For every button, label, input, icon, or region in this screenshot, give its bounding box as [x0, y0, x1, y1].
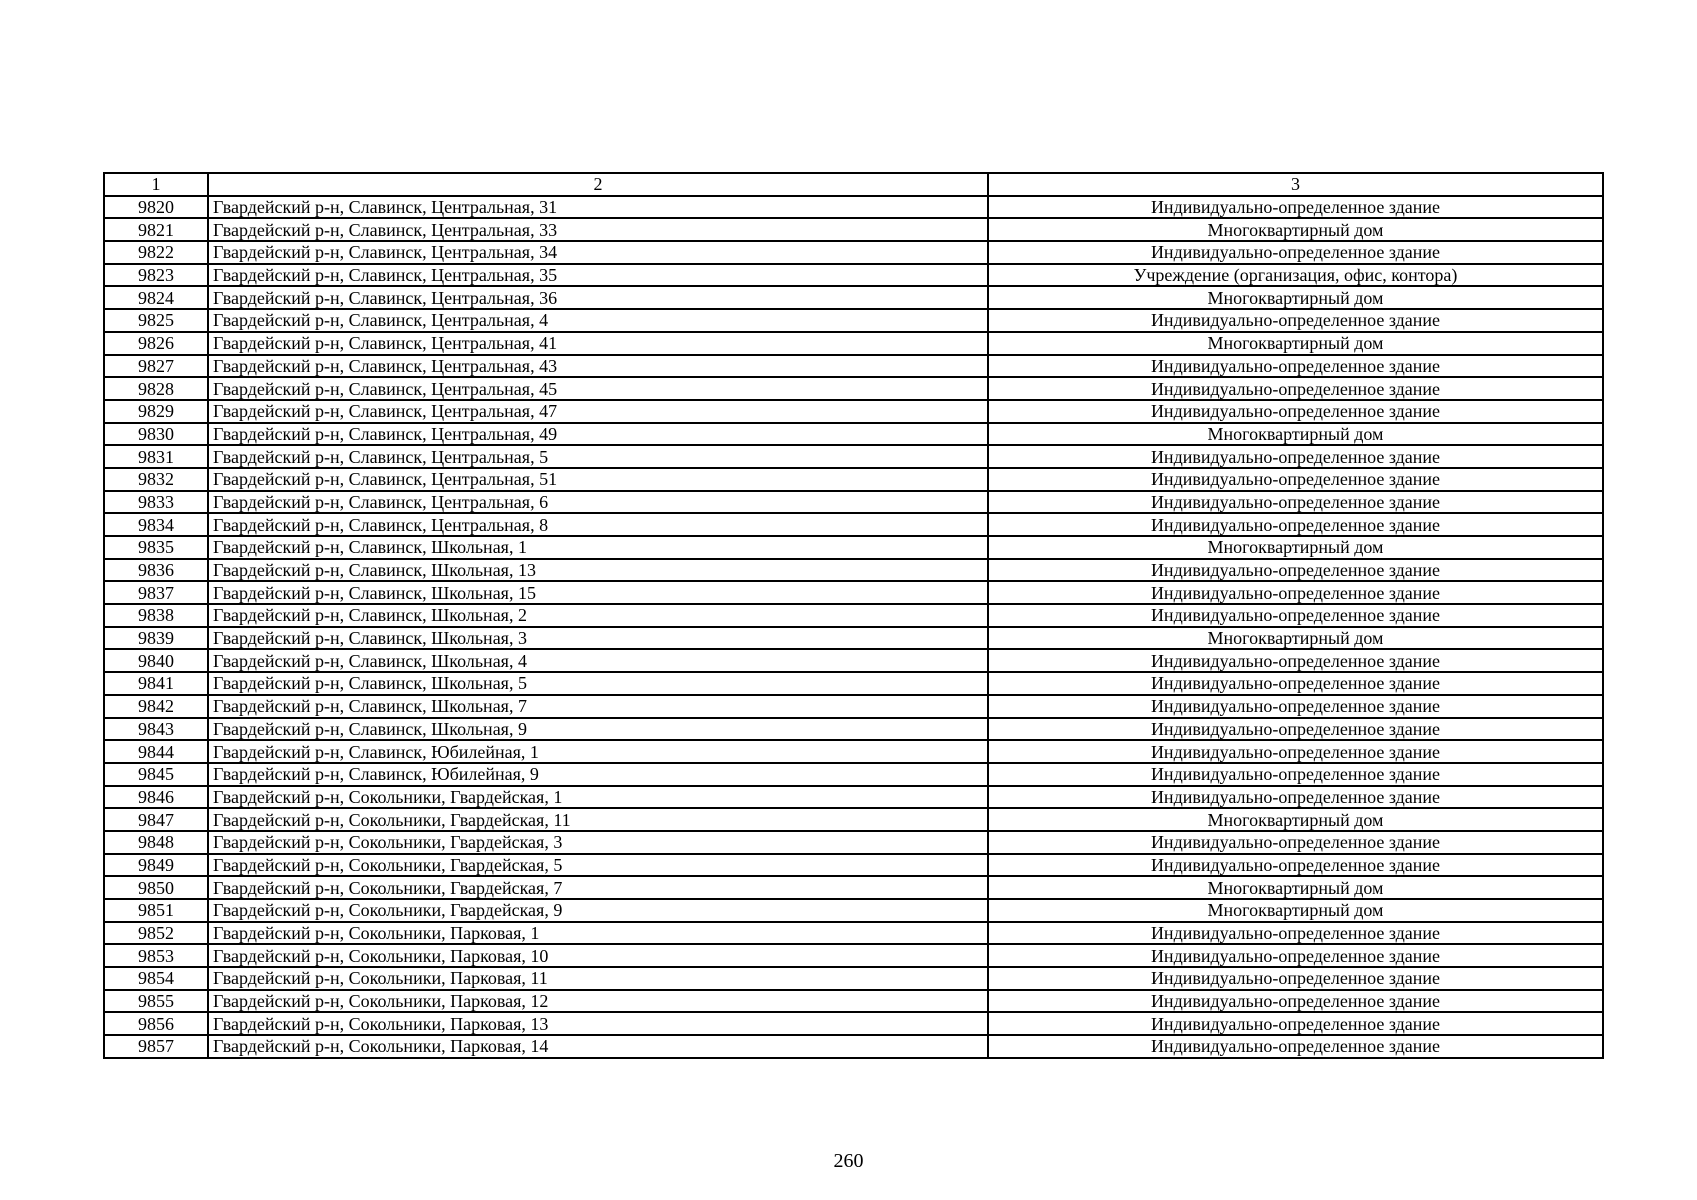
- row-address: Гвардейский р-н, Славинск, Школьная, 4: [208, 649, 988, 672]
- row-number: 9857: [104, 1035, 208, 1058]
- row-number: 9835: [104, 536, 208, 559]
- table-row: [104, 672, 1603, 695]
- row-number: 9823: [104, 264, 208, 287]
- row-number: 9839: [104, 627, 208, 650]
- table-row: [104, 445, 1603, 468]
- row-building-type: Индивидуально-определенное здание: [988, 559, 1603, 582]
- row-number: 9855: [104, 990, 208, 1013]
- row-number: 9840: [104, 649, 208, 672]
- table-row: [104, 604, 1603, 627]
- row-building-type: Индивидуально-определенное здание: [988, 740, 1603, 763]
- row-address: Гвардейский р-н, Славинск, Школьная, 2: [208, 604, 988, 627]
- row-number: 9831: [104, 445, 208, 468]
- row-address: Гвардейский р-н, Сокольники, Парковая, 10: [208, 944, 988, 967]
- table-row: [104, 332, 1603, 355]
- row-address: Гвардейский р-н, Сокольники, Гвардейская, 7: [208, 876, 988, 899]
- row-number: 9851: [104, 899, 208, 922]
- table-row: [104, 400, 1603, 423]
- row-address: Гвардейский р-н, Славинск, Школьная, 13: [208, 559, 988, 582]
- table-row: [104, 196, 1603, 219]
- row-address: Гвардейский р-н, Славинск, Школьная, 7: [208, 695, 988, 718]
- row-building-type: Многоквартирный дом: [988, 808, 1603, 831]
- row-address: Гвардейский р-н, Славинск, Центральная, 34: [208, 241, 988, 264]
- row-number: 9853: [104, 944, 208, 967]
- table-row: [104, 922, 1603, 945]
- table-row: [104, 491, 1603, 514]
- table-row: [104, 854, 1603, 877]
- row-building-type: Индивидуально-определенное здание: [988, 196, 1603, 219]
- row-address: Гвардейский р-н, Славинск, Центральная, 35: [208, 264, 988, 287]
- row-number: 9821: [104, 218, 208, 241]
- row-building-type: Индивидуально-определенное здание: [988, 763, 1603, 786]
- row-building-type: Индивидуально-определенное здание: [988, 695, 1603, 718]
- row-building-type: Индивидуально-определенное здание: [988, 944, 1603, 967]
- row-building-type: Индивидуально-определенное здание: [988, 672, 1603, 695]
- table-header-row: [104, 173, 1603, 196]
- row-building-type: Многоквартирный дом: [988, 627, 1603, 650]
- row-number: 9848: [104, 831, 208, 854]
- row-address: Гвардейский р-н, Славинск, Центральная, 36: [208, 286, 988, 309]
- row-building-type: Многоквартирный дом: [988, 286, 1603, 309]
- row-building-type: Многоквартирный дом: [988, 899, 1603, 922]
- column-header-number: 1: [104, 173, 208, 196]
- row-building-type: Индивидуально-определенное здание: [988, 967, 1603, 990]
- row-building-type: Индивидуально-определенное здание: [988, 1012, 1603, 1035]
- table-row: [104, 423, 1603, 446]
- table-row: [104, 513, 1603, 536]
- row-number: 9832: [104, 468, 208, 491]
- table-row: [104, 808, 1603, 831]
- row-building-type: Индивидуально-определенное здание: [988, 581, 1603, 604]
- row-address: Гвардейский р-н, Славинск, Центральная, 31: [208, 196, 988, 219]
- table-row: [104, 536, 1603, 559]
- row-building-type: Многоквартирный дом: [988, 876, 1603, 899]
- row-address: Гвардейский р-н, Сокольники, Парковая, 11: [208, 967, 988, 990]
- table-body: [104, 196, 1603, 1058]
- table-row: [104, 967, 1603, 990]
- row-address: Гвардейский р-н, Славинск, Центральная, 51: [208, 468, 988, 491]
- row-number: 9834: [104, 513, 208, 536]
- row-address: Гвардейский р-н, Славинск, Школьная, 5: [208, 672, 988, 695]
- row-building-type: Многоквартирный дом: [988, 218, 1603, 241]
- row-number: 9826: [104, 332, 208, 355]
- register-table: [103, 172, 1604, 1059]
- row-address: Гвардейский р-н, Славинск, Центральная, 8: [208, 513, 988, 536]
- row-number: 9828: [104, 377, 208, 400]
- table-row: [104, 241, 1603, 264]
- row-number: 9820: [104, 196, 208, 219]
- row-address: Гвардейский р-н, Славинск, Школьная, 1: [208, 536, 988, 559]
- row-number: 9845: [104, 763, 208, 786]
- row-number: 9827: [104, 355, 208, 378]
- row-building-type: Индивидуально-определенное здание: [988, 309, 1603, 332]
- row-number: 9846: [104, 786, 208, 809]
- row-building-type: Индивидуально-определенное здание: [988, 786, 1603, 809]
- row-address: Гвардейский р-н, Славинск, Школьная, 3: [208, 627, 988, 650]
- row-number: 9830: [104, 423, 208, 446]
- table-row: [104, 559, 1603, 582]
- row-address: Гвардейский р-н, Славинск, Центральная, 6: [208, 491, 988, 514]
- table-row: [104, 899, 1603, 922]
- row-address: Гвардейский р-н, Сокольники, Парковая, 12: [208, 990, 988, 1013]
- row-address: Гвардейский р-н, Сокольники, Гвардейская, 5: [208, 854, 988, 877]
- row-address: Гвардейский р-н, Сокольники, Парковая, 14: [208, 1035, 988, 1058]
- row-building-type: Многоквартирный дом: [988, 332, 1603, 355]
- row-number: 9852: [104, 922, 208, 945]
- column-header-address: 2: [208, 173, 988, 196]
- row-address: Гвардейский р-н, Сокольники, Гвардейская, 3: [208, 831, 988, 854]
- row-address: Гвардейский р-н, Славинск, Центральная, 43: [208, 355, 988, 378]
- table-row: [104, 786, 1603, 809]
- row-address: Гвардейский р-н, Славинск, Центральная, 5: [208, 445, 988, 468]
- row-number: 9833: [104, 491, 208, 514]
- table-row: [104, 831, 1603, 854]
- row-number: 9824: [104, 286, 208, 309]
- table-row: [104, 627, 1603, 650]
- row-number: 9841: [104, 672, 208, 695]
- row-building-type: Многоквартирный дом: [988, 423, 1603, 446]
- row-address: Гвардейский р-н, Славинск, Юбилейная, 9: [208, 763, 988, 786]
- table-row: [104, 377, 1603, 400]
- table-row: [104, 695, 1603, 718]
- row-number: 9844: [104, 740, 208, 763]
- row-address: Гвардейский р-н, Славинск, Школьная, 9: [208, 718, 988, 741]
- row-address: Гвардейский р-н, Славинск, Центральная, 41: [208, 332, 988, 355]
- row-number: 9836: [104, 559, 208, 582]
- row-building-type: Индивидуально-определенное здание: [988, 400, 1603, 423]
- column-header-type: 3: [988, 173, 1603, 196]
- row-address: Гвардейский р-н, Сокольники, Гвардейская, 1: [208, 786, 988, 809]
- row-number: 9837: [104, 581, 208, 604]
- row-building-type: Индивидуально-определенное здание: [988, 831, 1603, 854]
- row-building-type: Индивидуально-определенное здание: [988, 1035, 1603, 1058]
- table-row: [104, 309, 1603, 332]
- row-address: Гвардейский р-н, Сокольники, Гвардейская, 11: [208, 808, 988, 831]
- row-address: Гвардейский р-н, Сокольники, Парковая, 13: [208, 1012, 988, 1035]
- row-building-type: Индивидуально-определенное здание: [988, 649, 1603, 672]
- row-address: Гвардейский р-н, Славинск, Школьная, 15: [208, 581, 988, 604]
- row-building-type: Индивидуально-определенное здание: [988, 922, 1603, 945]
- row-building-type: Индивидуально-определенное здание: [988, 355, 1603, 378]
- row-building-type: Индивидуально-определенное здание: [988, 990, 1603, 1013]
- row-address: Гвардейский р-н, Славинск, Центральная, 4: [208, 309, 988, 332]
- row-number: 9856: [104, 1012, 208, 1035]
- row-building-type: Многоквартирный дом: [988, 536, 1603, 559]
- table-row: [104, 763, 1603, 786]
- table-row: [104, 990, 1603, 1013]
- table-row: [104, 944, 1603, 967]
- table-row: [104, 581, 1603, 604]
- row-building-type: Индивидуально-определенное здание: [988, 241, 1603, 264]
- row-number: 9854: [104, 967, 208, 990]
- table-row: [104, 740, 1603, 763]
- row-building-type: Индивидуально-определенное здание: [988, 468, 1603, 491]
- row-address: Гвардейский р-н, Славинск, Юбилейная, 1: [208, 740, 988, 763]
- table-row: [104, 355, 1603, 378]
- row-number: 9825: [104, 309, 208, 332]
- row-building-type: Индивидуально-определенное здание: [988, 854, 1603, 877]
- row-address: Гвардейский р-н, Славинск, Центральная, 45: [208, 377, 988, 400]
- row-building-type: Индивидуально-определенное здание: [988, 445, 1603, 468]
- row-building-type: Индивидуально-определенное здание: [988, 377, 1603, 400]
- row-number: 9822: [104, 241, 208, 264]
- row-number: 9847: [104, 808, 208, 831]
- table-row: [104, 718, 1603, 741]
- row-number: 9829: [104, 400, 208, 423]
- row-address: Гвардейский р-н, Славинск, Центральная, 33: [208, 218, 988, 241]
- row-number: 9838: [104, 604, 208, 627]
- row-number: 9842: [104, 695, 208, 718]
- row-building-type: Учреждение (организация, офис, контора): [988, 264, 1603, 287]
- row-building-type: Индивидуально-определенное здание: [988, 604, 1603, 627]
- row-building-type: Индивидуально-определенное здание: [988, 513, 1603, 536]
- table-row: [104, 1012, 1603, 1035]
- page-number: 260: [833, 1150, 864, 1172]
- table-row: [104, 286, 1603, 309]
- row-number: 9843: [104, 718, 208, 741]
- table-row: [104, 468, 1603, 491]
- table-row: [104, 876, 1603, 899]
- row-address: Гвардейский р-н, Славинск, Центральная, 47: [208, 400, 988, 423]
- table-row: [104, 649, 1603, 672]
- row-building-type: Индивидуально-определенное здание: [988, 491, 1603, 514]
- table-row: [104, 264, 1603, 287]
- row-building-type: Индивидуально-определенное здание: [988, 718, 1603, 741]
- table-row: [104, 218, 1603, 241]
- row-number: 9849: [104, 854, 208, 877]
- row-address: Гвардейский р-н, Сокольники, Парковая, 1: [208, 922, 988, 945]
- row-address: Гвардейский р-н, Сокольники, Гвардейская, 9: [208, 899, 988, 922]
- table-row: [104, 1035, 1603, 1058]
- row-number: 9850: [104, 876, 208, 899]
- row-address: Гвардейский р-н, Славинск, Центральная, 49: [208, 423, 988, 446]
